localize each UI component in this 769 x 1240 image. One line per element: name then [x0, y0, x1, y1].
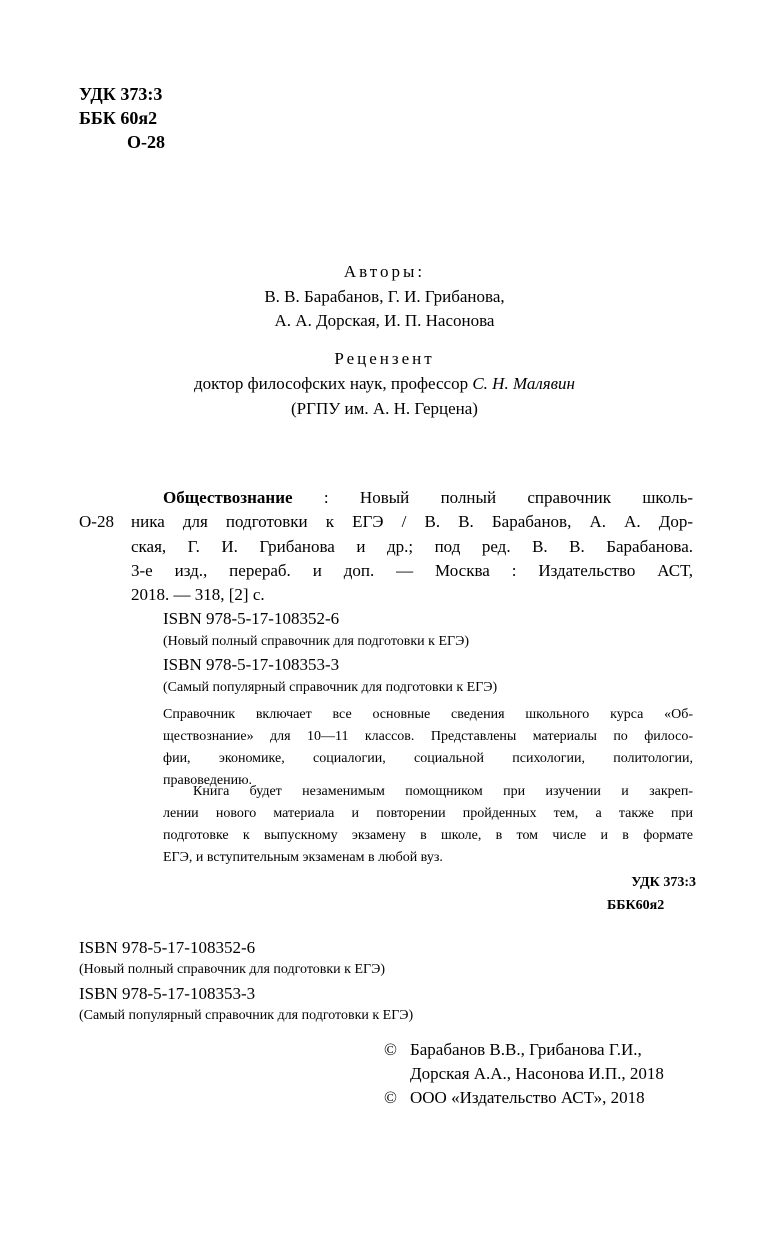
copyright-icon: © [384, 1088, 397, 1107]
copyright-line-2: Дорская А.А., Насонова И.П., 2018 [410, 1064, 664, 1083]
reviewer-line-2: (РГПУ им. А. Н. Герцена) [291, 399, 478, 418]
annotation-udk: УДК 373:3 [631, 875, 696, 890]
copyright-line-3: ООО «Издательство АСТ», 2018 [410, 1088, 645, 1107]
annotation-paragraph-1 [163, 704, 693, 792]
isbn-1: ISBN 978-5-17-108352-6 [163, 609, 340, 628]
isbn-1-note: (Новый полный справочник для подготовки к ЕГЭ) [163, 634, 470, 649]
annotation-paragraph-2 [163, 781, 693, 869]
bbk-code: ББК 60я2 [79, 108, 158, 128]
udk-code: УДК 373:3 [79, 84, 163, 104]
isbn-2-note: (Самый популярный справочник для подготовки к ЕГЭ) [163, 680, 498, 695]
reviewer-line-1 [0, 374, 769, 394]
annotation-line: лении нового материала и повторении пройденных тем, а также при [163, 806, 693, 821]
bottom-isbn-1: ISBN 978-5-17-108352-6 [79, 938, 256, 957]
bibliographic-line-5: 2018. — 318, [2] с. [131, 585, 265, 604]
annotation-line: Книга будет незаменимым помощником при изучении и закреп- [193, 784, 693, 799]
book-title: Обществознание [163, 488, 293, 507]
isbn-2: ISBN 978-5-17-108353-3 [163, 655, 340, 674]
reviewer-name: С. Н. Малявин [472, 374, 575, 393]
author-mark: О-28 [127, 132, 165, 152]
authors-heading: Авторы: [343, 262, 426, 281]
bibliographic-line-4: 3-е изд., перераб. и доп. — Москва : Издательство АСТ, [131, 561, 693, 580]
bibliographic-line-2: ника для подготовки к ЕГЭ / В. В. Барабанов, А. А. Дор- [131, 512, 693, 531]
authors-line-1: В. В. Барабанов, Г. И. Грибанова, [264, 287, 505, 306]
bottom-isbn-1-note: (Новый полный справочник для подготовки к ЕГЭ) [79, 962, 386, 977]
bibliographic-line-3: ская, Г. И. Грибанова и др.; под ред. В. В. Барабанова. [131, 537, 693, 556]
annotation-line: ЕГЭ, и вступительным экзаменам в любой вуз. [163, 850, 443, 865]
reviewer-title: доктор философских наук, профессор [193, 374, 473, 393]
bibliographic-mark: О-28 [79, 512, 114, 531]
copyright-icon: © [384, 1040, 397, 1059]
annotation-line: ществознание» для 10—11 классов. Представлены материалы по филосо- [163, 729, 693, 744]
annotation-line: фии, экономике, социалогии, социальной психологии, политологии, [163, 751, 693, 766]
annotation-line: Справочник включает все основные сведения школьного курса «Об- [163, 707, 693, 722]
bottom-isbn-2: ISBN 978-5-17-108353-3 [79, 984, 256, 1003]
annotation-line: правоведению. [163, 773, 253, 788]
copyright-line-1: Барабанов В.В., Грибанова Г.И., [410, 1040, 642, 1059]
bibliographic-line-1: Обществознание : Новый полный справочник школь- [163, 488, 693, 507]
annotation-line: подготовке к выпускному экзамену в школе, в том числе и в формате [163, 828, 693, 843]
authors-line-2: А. А. Дорская, И. П. Насонова [274, 311, 495, 330]
annotation-bbk: ББК60я2 [607, 898, 665, 913]
reviewer-heading: Рецензент [334, 349, 435, 368]
bottom-isbn-2-note: (Самый популярный справочник для подготовки к ЕГЭ) [79, 1008, 414, 1023]
